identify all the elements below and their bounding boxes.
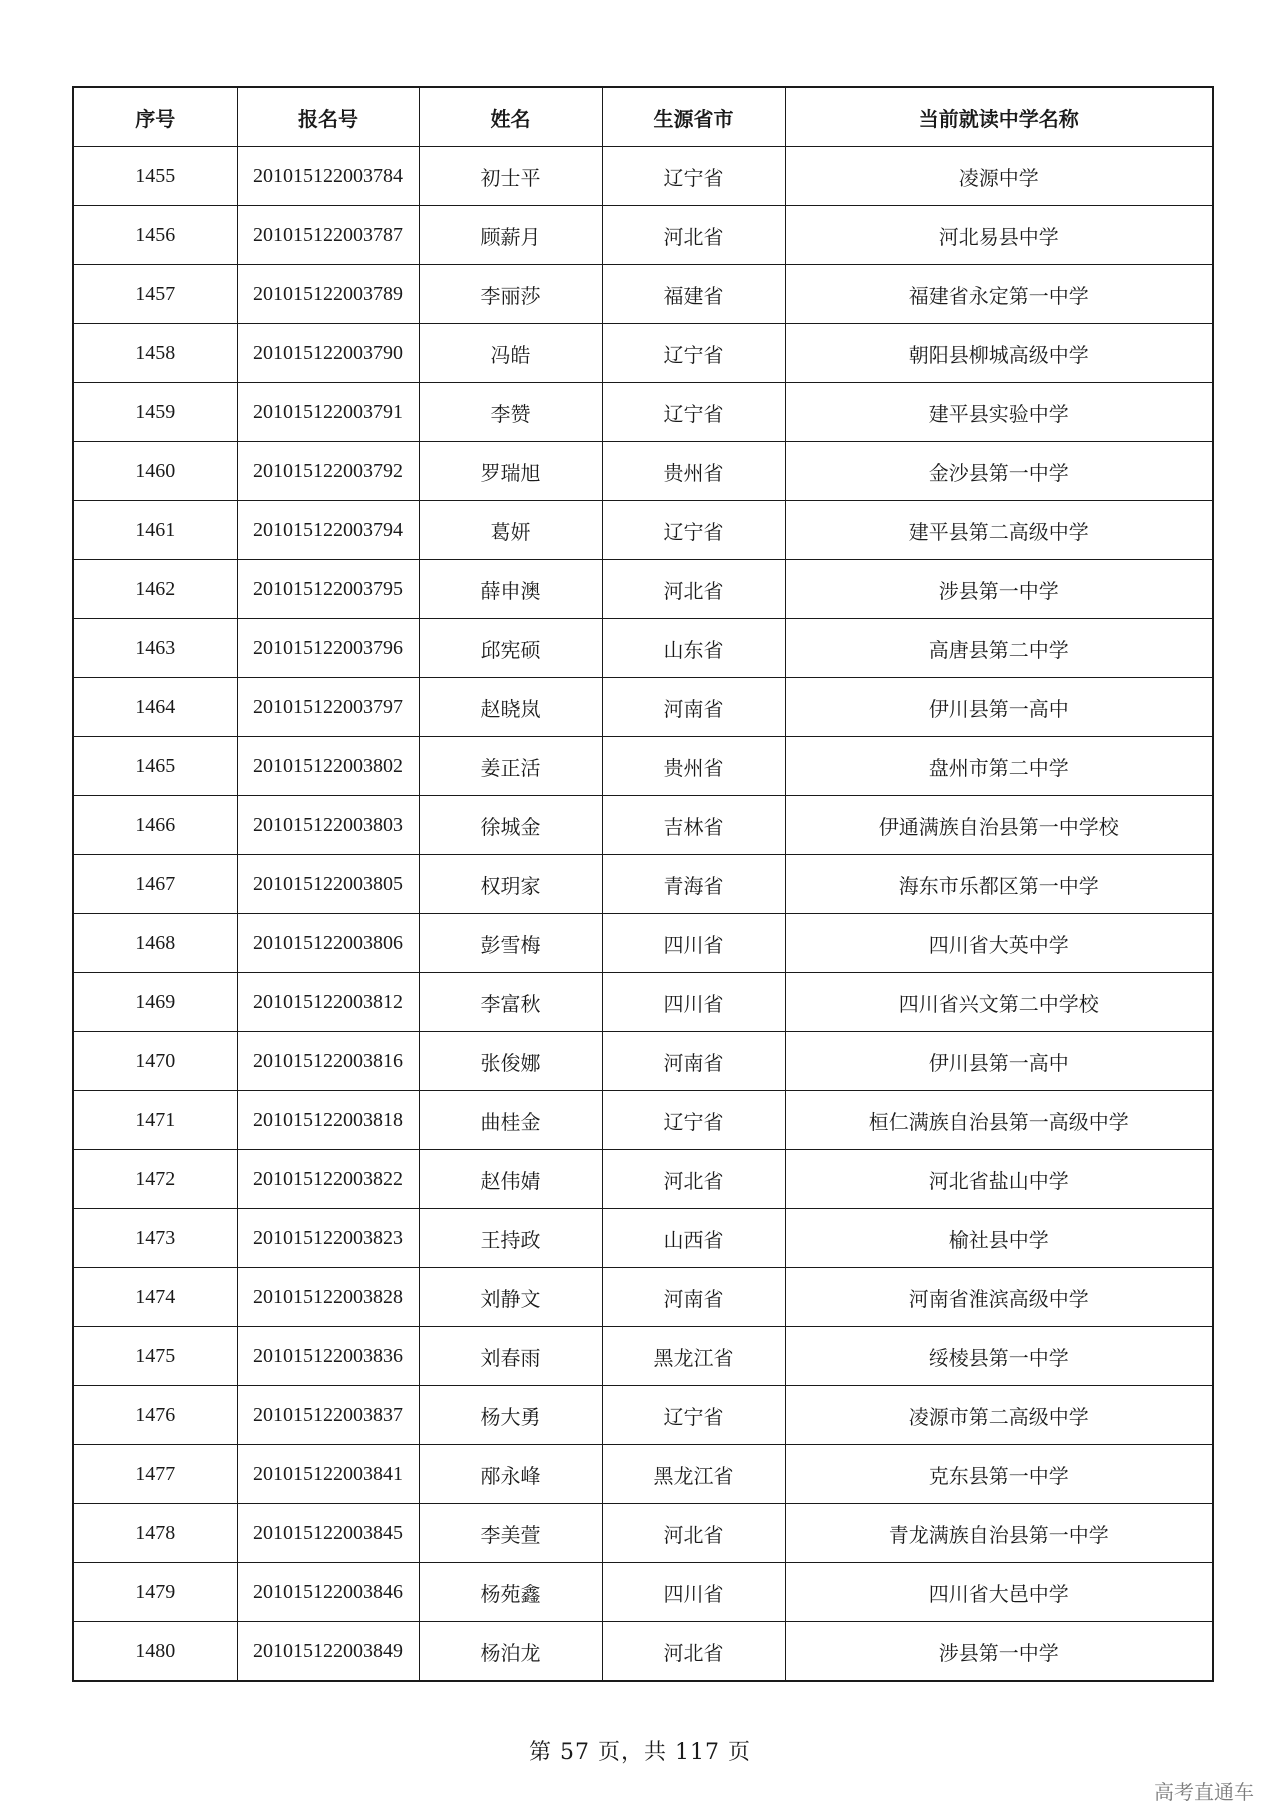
cell-registration-number: 201015122003802 bbox=[237, 737, 419, 796]
cell-registration-number: 201015122003812 bbox=[237, 973, 419, 1032]
cell-origin-province: 河南省 bbox=[602, 1268, 785, 1327]
table-row bbox=[73, 1563, 1213, 1622]
roster-table bbox=[72, 86, 1214, 1682]
cell-origin-province: 四川省 bbox=[602, 973, 785, 1032]
cell-current-school: 河南省淮滨高级中学 bbox=[785, 1268, 1213, 1327]
cell-origin-province: 河北省 bbox=[602, 560, 785, 619]
cell-name: 王持政 bbox=[419, 1209, 602, 1268]
cell-serial-number: 1460 bbox=[73, 442, 237, 501]
cell-serial-number: 1468 bbox=[73, 914, 237, 973]
cell-current-school: 盘州市第二中学 bbox=[785, 737, 1213, 796]
cell-registration-number: 201015122003795 bbox=[237, 560, 419, 619]
cell-origin-province: 辽宁省 bbox=[602, 147, 785, 206]
cell-registration-number: 201015122003828 bbox=[237, 1268, 419, 1327]
cell-name: 顾薪月 bbox=[419, 206, 602, 265]
cell-current-school: 四川省大英中学 bbox=[785, 914, 1213, 973]
table-row bbox=[73, 324, 1213, 383]
cell-serial-number: 1480 bbox=[73, 1622, 237, 1682]
cell-name: 徐城金 bbox=[419, 796, 602, 855]
table-row bbox=[73, 147, 1213, 206]
cell-serial-number: 1478 bbox=[73, 1504, 237, 1563]
cell-origin-province: 河南省 bbox=[602, 678, 785, 737]
cell-origin-province: 贵州省 bbox=[602, 737, 785, 796]
cell-current-school: 涉县第一中学 bbox=[785, 560, 1213, 619]
table-header bbox=[73, 87, 1213, 147]
cell-registration-number: 201015122003841 bbox=[237, 1445, 419, 1504]
cell-registration-number: 201015122003816 bbox=[237, 1032, 419, 1091]
cell-origin-province: 辽宁省 bbox=[602, 324, 785, 383]
cell-origin-province: 辽宁省 bbox=[602, 501, 785, 560]
cell-current-school: 青龙满族自治县第一中学 bbox=[785, 1504, 1213, 1563]
table-row bbox=[73, 973, 1213, 1032]
cell-registration-number: 201015122003845 bbox=[237, 1504, 419, 1563]
cell-current-school: 伊通满族自治县第一中学校 bbox=[785, 796, 1213, 855]
cell-serial-number: 1465 bbox=[73, 737, 237, 796]
table-row bbox=[73, 1091, 1213, 1150]
cell-current-school: 河北省盐山中学 bbox=[785, 1150, 1213, 1209]
table-row bbox=[73, 265, 1213, 324]
cell-registration-number: 201015122003790 bbox=[237, 324, 419, 383]
cell-serial-number: 1455 bbox=[73, 147, 237, 206]
cell-name: 赵晓岚 bbox=[419, 678, 602, 737]
cell-origin-province: 黑龙江省 bbox=[602, 1327, 785, 1386]
cell-name: 杨苑鑫 bbox=[419, 1563, 602, 1622]
cell-name: 杨大勇 bbox=[419, 1386, 602, 1445]
cell-origin-province: 河北省 bbox=[602, 1622, 785, 1682]
cell-origin-province: 福建省 bbox=[602, 265, 785, 324]
cell-name: 刘春雨 bbox=[419, 1327, 602, 1386]
cell-origin-province: 河北省 bbox=[602, 1504, 785, 1563]
header-origin-province: 生源省市 bbox=[602, 87, 785, 147]
cell-registration-number: 201015122003789 bbox=[237, 265, 419, 324]
page-number: 第 57 页，共 117 页 bbox=[529, 1740, 751, 1765]
cell-current-school: 四川省兴文第二中学校 bbox=[785, 973, 1213, 1032]
table-row bbox=[73, 1386, 1213, 1445]
table-row bbox=[73, 1504, 1213, 1563]
cell-current-school: 高唐县第二中学 bbox=[785, 619, 1213, 678]
table-row bbox=[73, 737, 1213, 796]
table-row bbox=[73, 1622, 1213, 1682]
cell-registration-number: 201015122003803 bbox=[237, 796, 419, 855]
cell-current-school: 凌源市第二高级中学 bbox=[785, 1386, 1213, 1445]
cell-origin-province: 山西省 bbox=[602, 1209, 785, 1268]
header-row bbox=[73, 87, 1213, 147]
cell-name: 李赞 bbox=[419, 383, 602, 442]
cell-serial-number: 1477 bbox=[73, 1445, 237, 1504]
cell-registration-number: 201015122003836 bbox=[237, 1327, 419, 1386]
cell-name: 彭雪梅 bbox=[419, 914, 602, 973]
cell-name: 赵伟婧 bbox=[419, 1150, 602, 1209]
table-row bbox=[73, 1268, 1213, 1327]
table-row bbox=[73, 678, 1213, 737]
cell-current-school: 金沙县第一中学 bbox=[785, 442, 1213, 501]
cell-registration-number: 201015122003818 bbox=[237, 1091, 419, 1150]
cell-serial-number: 1476 bbox=[73, 1386, 237, 1445]
cell-name: 初士平 bbox=[419, 147, 602, 206]
table-row bbox=[73, 1032, 1213, 1091]
cell-registration-number: 201015122003849 bbox=[237, 1622, 419, 1682]
cell-origin-province: 吉林省 bbox=[602, 796, 785, 855]
cell-name: 权玥家 bbox=[419, 855, 602, 914]
cell-current-school: 克东县第一中学 bbox=[785, 1445, 1213, 1504]
header-registration-number: 报名号 bbox=[237, 87, 419, 147]
cell-serial-number: 1475 bbox=[73, 1327, 237, 1386]
table-row bbox=[73, 619, 1213, 678]
cell-registration-number: 201015122003791 bbox=[237, 383, 419, 442]
cell-origin-province: 四川省 bbox=[602, 1563, 785, 1622]
cell-current-school: 涉县第一中学 bbox=[785, 1622, 1213, 1682]
cell-name: 邴永峰 bbox=[419, 1445, 602, 1504]
cell-name: 邱宪硕 bbox=[419, 619, 602, 678]
cell-serial-number: 1471 bbox=[73, 1091, 237, 1150]
table-row bbox=[73, 796, 1213, 855]
cell-current-school: 伊川县第一高中 bbox=[785, 678, 1213, 737]
cell-name: 姜正活 bbox=[419, 737, 602, 796]
table-row bbox=[73, 1327, 1213, 1386]
cell-serial-number: 1459 bbox=[73, 383, 237, 442]
cell-name: 杨泊龙 bbox=[419, 1622, 602, 1682]
cell-serial-number: 1470 bbox=[73, 1032, 237, 1091]
cell-serial-number: 1457 bbox=[73, 265, 237, 324]
cell-name: 葛妍 bbox=[419, 501, 602, 560]
header-serial-number: 序号 bbox=[73, 87, 237, 147]
table-row bbox=[73, 914, 1213, 973]
cell-registration-number: 201015122003823 bbox=[237, 1209, 419, 1268]
cell-origin-province: 河南省 bbox=[602, 1032, 785, 1091]
cell-serial-number: 1464 bbox=[73, 678, 237, 737]
cell-registration-number: 201015122003794 bbox=[237, 501, 419, 560]
cell-registration-number: 201015122003805 bbox=[237, 855, 419, 914]
cell-origin-province: 辽宁省 bbox=[602, 383, 785, 442]
cell-current-school: 凌源中学 bbox=[785, 147, 1213, 206]
cell-registration-number: 201015122003806 bbox=[237, 914, 419, 973]
cell-registration-number: 201015122003822 bbox=[237, 1150, 419, 1209]
cell-current-school: 榆社县中学 bbox=[785, 1209, 1213, 1268]
cell-serial-number: 1479 bbox=[73, 1563, 237, 1622]
table-row bbox=[73, 1150, 1213, 1209]
header-current-school: 当前就读中学名称 bbox=[785, 87, 1213, 147]
cell-registration-number: 201015122003792 bbox=[237, 442, 419, 501]
table-row bbox=[73, 383, 1213, 442]
header-name: 姓名 bbox=[419, 87, 602, 147]
table-row bbox=[73, 1445, 1213, 1504]
cell-registration-number: 201015122003796 bbox=[237, 619, 419, 678]
cell-name: 李美萱 bbox=[419, 1504, 602, 1563]
cell-registration-number: 201015122003784 bbox=[237, 147, 419, 206]
table-row bbox=[73, 560, 1213, 619]
cell-serial-number: 1466 bbox=[73, 796, 237, 855]
cell-registration-number: 201015122003846 bbox=[237, 1563, 419, 1622]
cell-origin-province: 辽宁省 bbox=[602, 1091, 785, 1150]
cell-current-school: 桓仁满族自治县第一高级中学 bbox=[785, 1091, 1213, 1150]
cell-serial-number: 1461 bbox=[73, 501, 237, 560]
table-row bbox=[73, 206, 1213, 265]
cell-origin-province: 黑龙江省 bbox=[602, 1445, 785, 1504]
cell-origin-province: 青海省 bbox=[602, 855, 785, 914]
cell-serial-number: 1463 bbox=[73, 619, 237, 678]
cell-current-school: 建平县实验中学 bbox=[785, 383, 1213, 442]
cell-name: 李富秋 bbox=[419, 973, 602, 1032]
cell-serial-number: 1458 bbox=[73, 324, 237, 383]
cell-current-school: 伊川县第一高中 bbox=[785, 1032, 1213, 1091]
cell-serial-number: 1472 bbox=[73, 1150, 237, 1209]
cell-serial-number: 1473 bbox=[73, 1209, 237, 1268]
table-row bbox=[73, 501, 1213, 560]
cell-registration-number: 201015122003787 bbox=[237, 206, 419, 265]
cell-origin-province: 贵州省 bbox=[602, 442, 785, 501]
cell-serial-number: 1467 bbox=[73, 855, 237, 914]
cell-origin-province: 河北省 bbox=[602, 1150, 785, 1209]
cell-name: 罗瑞旭 bbox=[419, 442, 602, 501]
cell-current-school: 福建省永定第一中学 bbox=[785, 265, 1213, 324]
cell-serial-number: 1462 bbox=[73, 560, 237, 619]
cell-name: 薛申澳 bbox=[419, 560, 602, 619]
cell-name: 刘静文 bbox=[419, 1268, 602, 1327]
table-row bbox=[73, 855, 1213, 914]
cell-current-school: 建平县第二高级中学 bbox=[785, 501, 1213, 560]
cell-origin-province: 河北省 bbox=[602, 206, 785, 265]
cell-name: 张俊娜 bbox=[419, 1032, 602, 1091]
cell-current-school: 绥棱县第一中学 bbox=[785, 1327, 1213, 1386]
cell-origin-province: 山东省 bbox=[602, 619, 785, 678]
table-body bbox=[73, 147, 1213, 1682]
cell-origin-province: 四川省 bbox=[602, 914, 785, 973]
cell-current-school: 海东市乐都区第一中学 bbox=[785, 855, 1213, 914]
cell-serial-number: 1474 bbox=[73, 1268, 237, 1327]
table-row bbox=[73, 1209, 1213, 1268]
cell-current-school: 河北易县中学 bbox=[785, 206, 1213, 265]
cell-serial-number: 1469 bbox=[73, 973, 237, 1032]
table-row bbox=[73, 442, 1213, 501]
cell-name: 李丽莎 bbox=[419, 265, 602, 324]
cell-serial-number: 1456 bbox=[73, 206, 237, 265]
cell-current-school: 四川省大邑中学 bbox=[785, 1563, 1213, 1622]
cell-current-school: 朝阳县柳城高级中学 bbox=[785, 324, 1213, 383]
cell-registration-number: 201015122003797 bbox=[237, 678, 419, 737]
cell-origin-province: 辽宁省 bbox=[602, 1386, 785, 1445]
cell-registration-number: 201015122003837 bbox=[237, 1386, 419, 1445]
cell-name: 曲桂金 bbox=[419, 1091, 602, 1150]
watermark: 高考直通车 bbox=[1154, 1780, 1254, 1804]
cell-name: 冯皓 bbox=[419, 324, 602, 383]
